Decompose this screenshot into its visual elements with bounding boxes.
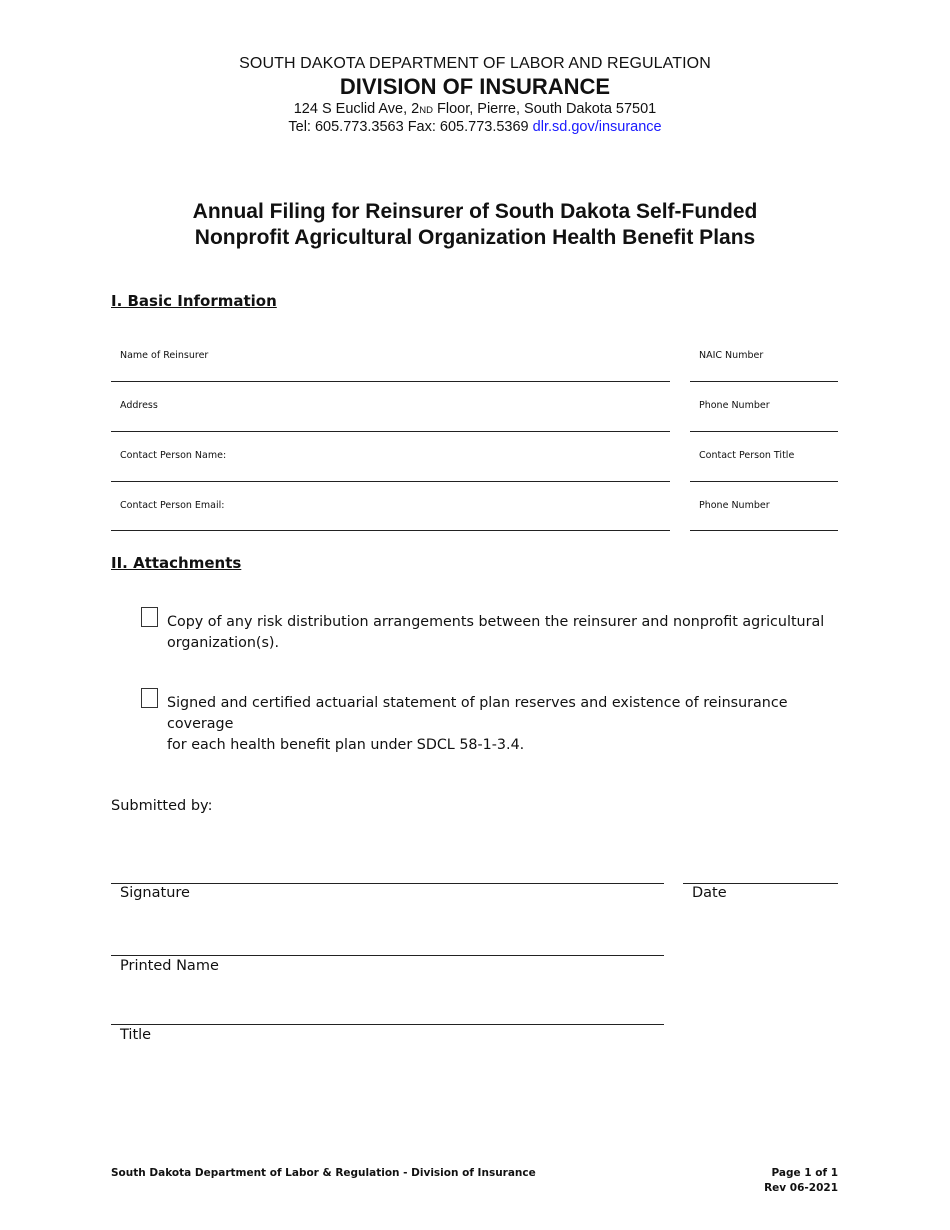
agency-name: SOUTH DAKOTA DEPARTMENT OF LABOR AND REGULATION [239,55,711,72]
form-title-line-2: Nonprofit Agricultural Organization Health Benefit Plans [194,225,756,249]
reinsurer-name-field[interactable] [111,381,670,382]
address-part-1: 124 S Euclid Ave, 2 [293,101,420,117]
contact-title-field[interactable] [690,481,838,482]
actuarial-statement-item [167,693,847,756]
agency-address [0,101,950,117]
address-part-2: Floor, Pierre, South Dakota 57501 [432,101,657,117]
footer-agency: South Dakota Department of Labor & Regulation - Division of Insurance [111,1167,536,1179]
contact-email-field[interactable] [111,530,670,531]
risk-distribution-checkbox[interactable] [141,607,158,627]
phone-number-field[interactable] [690,431,838,432]
actuarial-statement-line-1: Signed and certified actuarial statement of plan reserves and existence of reinsurance coverage [167,695,788,732]
risk-distribution-line-2: organization(s). [167,635,280,651]
address-ordinal-suffix: ND [419,105,433,116]
submitted-by-label: Submitted by: [111,798,213,814]
phone-number-label: Phone Number [699,400,770,411]
contact-name-field[interactable] [111,481,670,482]
contact-phone-field[interactable] [690,530,838,531]
title-field[interactable] [111,1024,664,1025]
division-name: DIVISION OF INSURANCE [339,74,611,99]
address-label: Address [120,400,158,411]
basic-info-heading: I. Basic Information [111,292,277,310]
contact-email-label: Contact Person Email: [120,500,225,511]
date-label: Date [692,885,727,901]
website-link[interactable]: dlr.sd.gov/insurance [532,119,662,135]
address-field[interactable] [111,431,670,432]
agency-contact [0,119,950,135]
signature-label: Signature [120,885,190,901]
form-title [0,199,950,250]
actuarial-statement-line-2: for each health benefit plan under SDCL 58-1-3.4. [167,737,525,753]
page-number: Page 1 of 1 [771,1167,838,1179]
actuarial-statement-checkbox[interactable] [141,688,158,708]
risk-distribution-line-1: Copy of any risk distribution arrangements between the reinsurer and nonprofit agricultural [167,614,825,630]
revision-date: Rev 06-2021 [764,1182,838,1194]
naic-number-label: NAIC Number [699,350,764,361]
attachments-heading: II. Attachments [111,554,242,572]
naic-number-field[interactable] [690,381,838,382]
date-field[interactable] [683,883,838,884]
title-label: Title [120,1027,152,1043]
contact-name-label: Contact Person Name: [120,450,227,461]
printed-name-field[interactable] [111,955,664,956]
form-title-line-1: Annual Filing for Reinsurer of South Dakota Self-Funded [192,200,758,223]
footer-page-info [764,1166,838,1196]
contact-title-label: Contact Person Title [699,450,795,461]
reinsurer-name-label: Name of Reinsurer [120,350,209,361]
risk-distribution-item [167,612,847,654]
phone-fax: Tel: 605.773.3563 Fax: 605.773.5369 [288,119,533,135]
contact-phone-label: Phone Number [699,500,770,511]
printed-name-label: Printed Name [120,958,219,974]
signature-field[interactable] [111,883,664,884]
